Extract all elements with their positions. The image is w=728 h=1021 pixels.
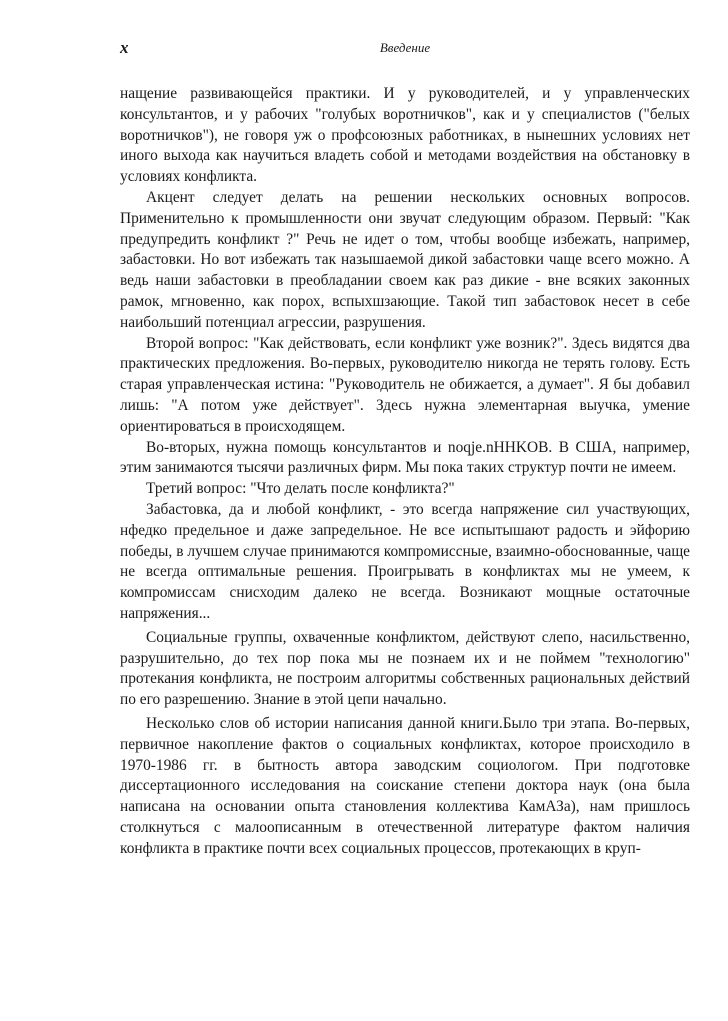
running-head: Введение: [379, 40, 431, 55]
page-header: [120, 38, 690, 60]
paragraph: Третий вопрос: "Что делать после конфликта?": [146, 480, 455, 498]
book-page: [120, 38, 690, 859]
paragraph: Акцент следует делать на решении нескольких основных вопросов. Применительно к промышленности они звучат следующим образом. Первый: "Как предупредить конфликт ?" Речь не идет о том, чтобы вообще избежать, например, забастовки. Но вот избежать так назышаемой дикой забастовки чаще всего можно. А ведь наши забастовки в преобладании своем как раз дикие - вне всяких законных рамок, мгновенно, как порох, вспыхшзающие. Такой тип забастовок несет в себе наибольший потенциал агрессии, разрушения.: [120, 188, 690, 331]
body-text: [120, 84, 690, 859]
paragraph: Забастовка, да и любой конфликт, - это всегда напряжение сил участвующих, нфедко предельное и даже запредельное. Не все испытышают радость и эйфорию победы, в лучшем случае принимаются компромиссные, взаимно-обоснованные, чаще не всегда оптимальные решения. Проигрывать в конфликтах мы не умеем, к компромиссам снисходим далеко не всегда. Возникают мощные остаточные напряжения...: [120, 500, 690, 622]
paragraph: Второй вопрос: "Как действовать, если конфликт уже возник?". Здесь видятся два практических предложения. Во-первых, руководителю никогда не терять голову. Есть старая управленческая истина: "Руководитель не обижается, а думает". Я бы добавил лишь: "А потом уже действует". Здесь нужна элементарная выучка, умение ориентироваться в происходящем.: [120, 334, 690, 435]
page-number: x: [120, 38, 129, 57]
paragraph: Во-вторых, нужна помощь консультантов и noqje.nHHKOB. В США, например, этим занимаются тысячи различных фирм. Мы пока таких структур почти не имеем.: [120, 438, 690, 477]
paragraph: Социальные группы, охваченные конфликтом, действуют слепо, насильственно, разрушительно, до тех пор пока мы не познаем их и не поймем "технологию" протекания конфликта, не построим алгоритмы собственных рациональных действий по его разрешению. Знание в этой цепи начально.: [120, 628, 690, 709]
paragraph: Несколько слов об истории написания данной книги.Было три этапа. Во-первых, первичное накопление фактов о социальных конфликтах, которое происходило в 1970-1986 гг. в бытность автора заводским социологом. При подготовке диссертационного исследования на соискание степени доктора наук (она была написана на основании опыта становления коллектива КамАЗа), нам пришлось столкнуться с малоописанным в отечественной литературе фактом наличия конфликта в практике почти всех социальных процессов, протекающих в круп-: [120, 714, 690, 857]
paragraph: нащение развивающейся практики. И у руководителей, и у управленческих консультантов, и у рабочих "голубых воротничков", как и у специалистов ("белых воротничков"), не говоря уж о профсоюзных работниках, в нынешних условиях нет иного выхода как научиться владеть собой и методами воздействия на обстановку в условиях конфликта.: [120, 85, 690, 186]
